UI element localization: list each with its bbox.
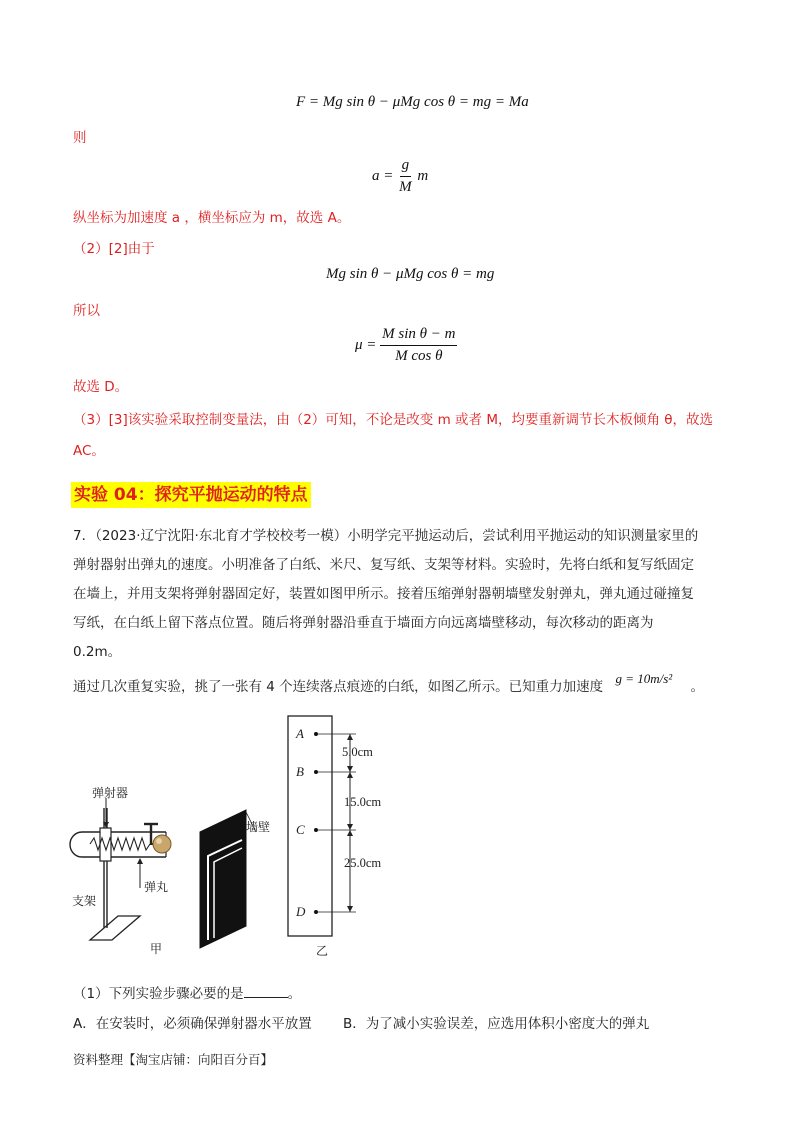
text-ze: 则	[73, 130, 87, 146]
point-a-mark	[314, 732, 318, 736]
point-d-label: D	[296, 904, 306, 919]
text-part3-line1: （3）[3]该实验采取控制变量法，由（2）可知，不论是改变 m 或者 M，均要重新调节长木板倾角 θ，故选	[73, 412, 714, 428]
g-value: g = 10m/s²	[615, 671, 673, 686]
point-c-mark	[314, 828, 318, 832]
problem-line-3: 在墙上，并用支架将弹射器固定好，装置如图甲所示。接着压缩弹射器朝墙壁发射弹丸，弹丸通过碰撞复	[73, 586, 694, 602]
wall-icon	[200, 810, 246, 948]
problem-line-1: 7．（2023·辽宁沈阳·东北育才学校校考一模）小明学完平抛运动后，尝试利用平抛运动的知识测量家里的	[73, 528, 699, 544]
label-jia: 甲	[150, 942, 163, 956]
option-a: A．在安装时，必须确保弹射器水平放置	[73, 1016, 312, 1032]
label-stand: 支架	[72, 894, 97, 908]
footer-text: 资料整理【淘宝店铺：向阳百分百】	[73, 1052, 274, 1067]
problem-line-4: 写纸，在白纸上留下落点位置。随后将弹射器沿垂直于墙面方向远离墙壁移动，每次移动的距离为 0.2m。	[73, 615, 654, 660]
formula-balance: Mg sin θ − μMg cos θ = mg	[326, 266, 495, 282]
formula-force: F = Mg sin θ − μMg cos θ = mg = Ma	[296, 94, 529, 110]
spring-icon	[90, 838, 150, 850]
formula-acceleration: a = $\frac{g}{M}$ m	[372, 157, 429, 195]
problem-line-2: 弹射器射出弹丸的速度。小明准备了白纸、米尺、复写纸、支架等材料。实验时，先将白纸和复写纸固定	[73, 557, 694, 573]
paper-sheet	[288, 716, 332, 936]
point-d-mark	[314, 910, 318, 914]
experiment-figure	[60, 712, 460, 964]
text-part2: （2）[2]由于	[73, 241, 155, 257]
point-b-mark	[314, 770, 318, 774]
label-launcher: 弹射器	[92, 786, 129, 800]
stand-base	[90, 916, 140, 940]
text-choose-d: 故选 D。	[73, 379, 129, 395]
label-wall: 墙壁	[246, 820, 271, 834]
distance-cd: 25.0cm	[344, 856, 382, 870]
text-part3-line2: AC。	[73, 443, 105, 459]
option-b: B．为了减小实验误差，应选用体积小密度大的弹丸	[343, 1016, 650, 1032]
point-b-label: B	[296, 764, 304, 779]
label-ball: 弹丸	[144, 880, 169, 894]
distance-ab: 5.0cm	[342, 745, 373, 759]
problem-line-5: 通过几次重复实验，挑了一张有 4 个连续落点痕迹的白纸，如图乙所示。已知重力加速度 g = 10m/s² 。	[73, 671, 704, 695]
text-ordinate: 纵坐标为加速度 a ，横坐标应为 m，故选 A。	[73, 210, 351, 226]
point-c-label: C	[296, 822, 305, 837]
ball-icon	[153, 835, 171, 853]
formula-mu: μ = $\frac{\text{M sin θ − m}}{\text{M cos θ}}$	[355, 326, 456, 364]
question-1: （1）下列实验步骤必要的是 。	[73, 983, 301, 1004]
section-title: 实验 04：探究平抛运动的特点	[71, 482, 311, 508]
distance-bc: 15.0cm	[344, 795, 382, 809]
text-suoyi: 所以	[73, 303, 100, 319]
point-a-label: A	[296, 726, 304, 741]
problem-text	[73, 522, 705, 667]
answer-blank[interactable]	[244, 983, 288, 998]
label-yi: 乙	[316, 944, 329, 958]
